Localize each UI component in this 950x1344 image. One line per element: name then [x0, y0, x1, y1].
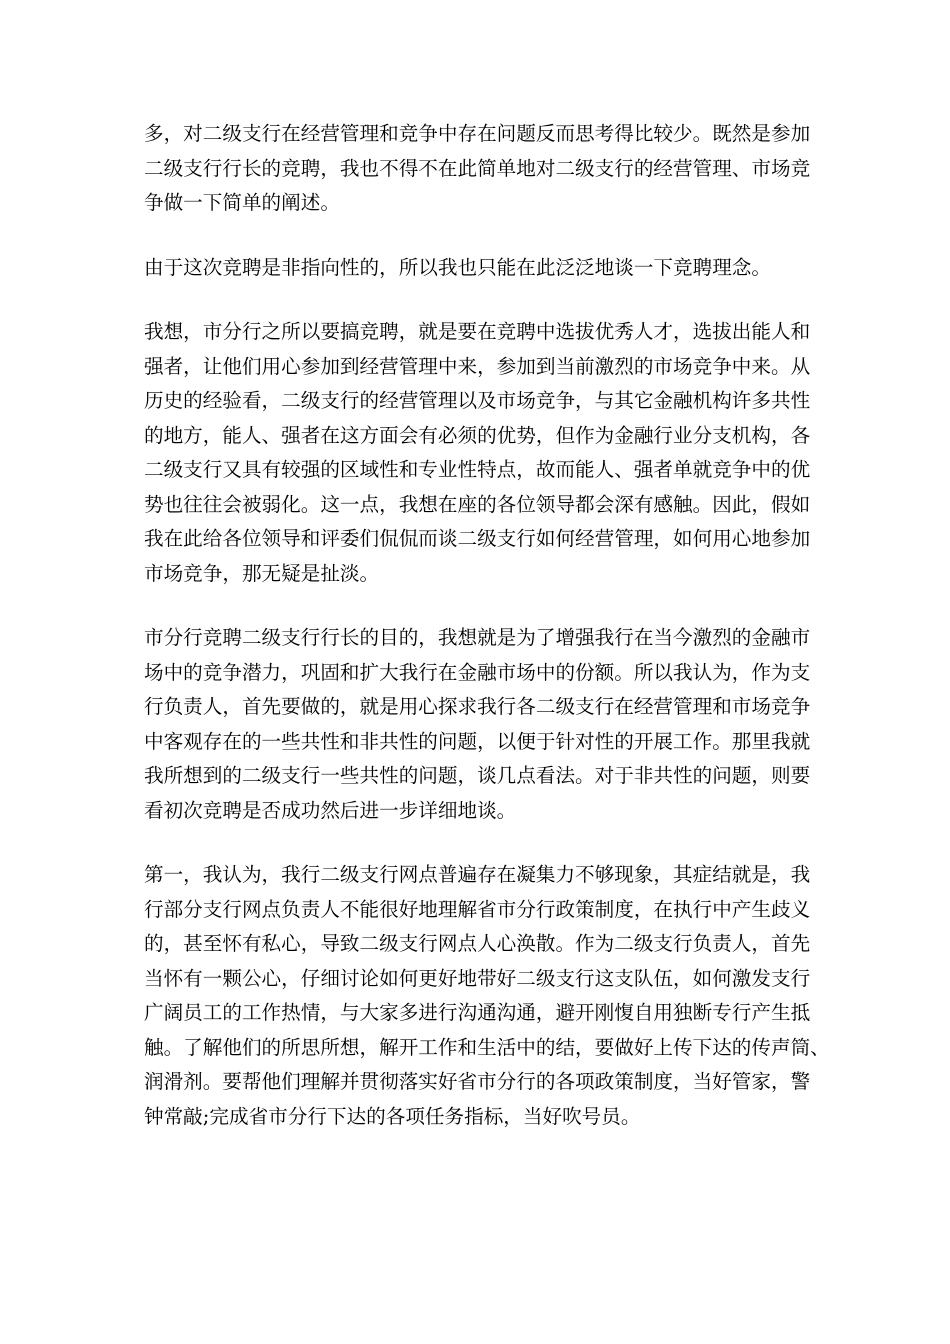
paragraph-line: 的地方，能人、强者在这方面会有必须的优势，但作为金融行业分支机构，各: [144, 423, 811, 447]
paragraph-line: 强者，让他们用心参加到经营管理中来，参加到当前激烈的市场竞争中来。从: [144, 354, 811, 378]
paragraph-line: 看初次竞聘是否成功然后进一步详细地谈。: [144, 798, 517, 822]
paragraph-line: 我在此给各位领导和评委们侃侃而谈二级支行如何经营管理，如何用心地参加: [144, 527, 811, 550]
paragraph-line: 争做一下简单的阐述。: [144, 191, 340, 214]
paragraph-line: 行负责人，首先要做的，就是用心探求我行各二级支行在经营管理和市场竞争: [144, 695, 811, 718]
paragraph: [144, 858, 830, 1134]
paragraph-line: 多，对二级支行在经营管理和竞争中存在问题反而思考得比较少。既然是参加: [144, 122, 811, 145]
paragraph-line: 二级支行又具有较强的区域性和专业性特点，故而能人、强者单就竞争中的优: [144, 458, 811, 481]
paragraph-line: 广阔员工的工作热情，与大家多进行沟通沟通，避开刚愎自用独断专行产生抵: [144, 1001, 811, 1024]
paragraph: [144, 315, 814, 591]
paragraph-line: 中客观存在的一些共性和非共性的问题，以便于针对性的开展工作。那里我就: [144, 729, 811, 753]
paragraph-line: 第一，我认为，我行二级支行网点普遍存在凝集力不够现象，其症结就是，我: [144, 863, 811, 886]
paragraph-line: 势也往往会被弱化。这一点，我想在座的各位领导都会深有感触。因此，假如: [144, 492, 811, 516]
paragraph-line: 二级支行行长的竞聘，我也不得不在此简单地对二级支行的经营管理、市场竞: [144, 156, 811, 180]
paragraph-line: 我所想到的二级支行一些共性的问题，谈几点看法。对于非共性的问题，则要: [144, 764, 811, 787]
paragraph-line: 场中的竞争潜力，巩固和扩大我行在金融市场中的份额。所以我认为，作为支: [144, 660, 811, 684]
paragraph-line: 行部分支行网点负责人不能很好地理解省市分行政策制度，在执行中产生歧义: [144, 897, 811, 921]
paragraph: [144, 117, 814, 221]
paragraph-line: 市分行竞聘二级支行行长的目的，我想就是为了增强我行在当今激烈的金融市: [144, 626, 811, 649]
paragraph-line: 的，甚至怀有私心，导致二级支行网点人心涣散。作为二级支行负责人，首先: [144, 932, 811, 955]
paragraph: [144, 251, 814, 286]
document-body: [144, 117, 830, 1164]
paragraph-line: 触。了解他们的所思所想，解开工作和生活中的结，要做好上传下达的传声筒、: [144, 1035, 830, 1059]
paragraph-line: 由于这次竞聘是非指向性的，所以我也只能在此泛泛地谈一下竞聘理念。: [144, 255, 771, 279]
paragraph-line: 市场竞争，那无疑是扯淡。: [144, 561, 380, 585]
paragraph-line: 历史的经验看，二级支行的经营管理以及市场竞争，与其它金融机构许多共性: [144, 389, 811, 412]
paragraph-line: 我想，市分行之所以要搞竞聘，就是要在竞聘中选拔优秀人才，选拔出能人和: [144, 320, 811, 343]
paragraph-line: 当怀有一颗公心，仔细讨论如何更好地带好二级支行这支队伍，如何激发支行: [144, 966, 811, 990]
paragraph-line: 钟常敲;完成省市分行下达的各项任务指标，当好吹号员。: [144, 1104, 641, 1128]
paragraph: [144, 621, 814, 828]
paragraph-line: 润滑剂。要帮他们理解并贯彻落实好省市分行的各项政策制度，当好管家，警: [144, 1070, 811, 1093]
